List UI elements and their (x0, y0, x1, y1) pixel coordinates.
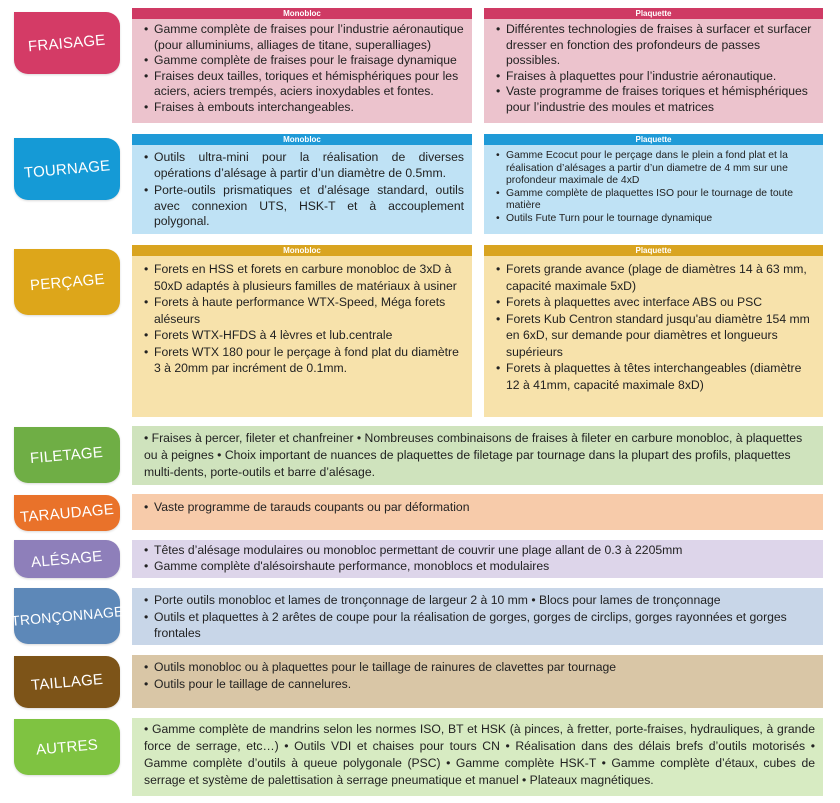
list-item: • Gamme complète d'alésoirshaute performance, monoblocs et modulaires (144, 559, 815, 575)
alesage-list (132, 540, 823, 574)
percage-plaquette-list (484, 256, 823, 393)
list-item: • Fraises deux tailles, toriques et hémisphériques pour les aciers, aciers trempés, aciers inoxydables et fontes. (144, 69, 464, 100)
tag-tronconnage (10, 588, 124, 644)
list-item: • Outils monobloc ou à plaquettes pour le taillage de rainures de clavettes par tournage (144, 659, 815, 676)
autres-text: • Gamme complète de mandrins selon les normes ISO, BT et HSK (à pinces, à fretter, porte-fraises, hydrauliques, à grande force de serrage, etc…) • Outils VDI et chaises pour tours CN • Réalisation dans des délais brefs d’outils motorisés • Gamme complète d’outils à queue polygonale (PSC) • Gamme complète HSK-T • Gamme complète d’étaux, cubes de serrage et système de palettisation à serrage pneumatique et manuel • Plateaux magnétiques. (144, 722, 815, 787)
alesage-panel (132, 540, 823, 578)
tag-autres-label: AUTRES (35, 735, 99, 759)
tag-alesage-label: ALÉSAGE (30, 547, 104, 571)
list-item: • Fraises à plaquettes pour l’industrie aéronautique. (496, 69, 815, 85)
percage-monobloc-list (132, 256, 472, 377)
list-item: • Gamme Ecocut pour le perçage dans le plein a fond plat et la réalisation d’alésages a partir d’un diametre de 4 mm sur une profondeur maximale de 4xD (496, 150, 815, 188)
list-item: • Forets à plaquettes avec interface ABS ou PSC (496, 294, 815, 311)
plaquette-header: Plaquette (484, 134, 823, 145)
percage-monobloc-panel (132, 245, 472, 417)
monobloc-header: Monobloc (132, 134, 472, 145)
filetage-text: • Fraises à percer, fileter et chanfreiner • Nombreuses combinaisons de fraises à fileter en carbure monobloc, à plaquettes ou à peignes • Choix important de nuances de plaquettes de filetage par tournage dans la plupart des profils, plaquettes multi-dents, porte-outils et barre d’alésage. (144, 431, 803, 479)
tag-alesage (14, 540, 120, 578)
tag-taillage-label: TAILLAGE (30, 670, 104, 694)
filetage-panel (132, 426, 823, 485)
tag-fraisage (14, 12, 120, 74)
tag-percage-label: PERÇAGE (29, 270, 105, 294)
list-item: • Porte outils monobloc et lames de tronçonnage de largeur 2 à 10 mm • Blocs pour lames de tronçonnage (144, 592, 815, 609)
list-item: • Gamme complète de fraises pour le fraisage dynamique (144, 53, 464, 69)
tag-tronconnage-label: TRONÇONNAGE (10, 603, 124, 629)
list-item: • Porte-outils prismatiques et d’alésage standard, outils avec connexion UTS, HSK-T et à accouplement polygonal. (144, 183, 464, 230)
fraisage-plaquette-list (484, 19, 823, 115)
tag-percage (14, 249, 120, 315)
list-item: • Différentes technologies de fraises à surfacer et surfacer dresser en fonction des profondeurs de passes possibles. (496, 22, 815, 69)
list-item: • Forets WTX-HFDS à 4 lèvres et lub.centrale (144, 327, 464, 344)
tag-tournage (14, 138, 120, 200)
tag-taillage (14, 656, 120, 708)
tag-filetage-label: FILETAGE (29, 443, 105, 467)
tag-taraudage (14, 495, 120, 531)
tournage-plaquette-panel (484, 134, 823, 234)
list-item: • Gamme complète de fraises pour l’industrie aéronautique (pour alluminiums, alliages de titane, superalliages) (144, 22, 464, 53)
list-item: • Forets à haute performance WTX-Speed, Méga forets aléseurs (144, 294, 464, 327)
list-item: • Gamme complète de plaquettes ISO pour le tournage de toute matière (496, 188, 815, 213)
list-item: • Outils pour le taillage de cannelures. (144, 676, 815, 693)
tag-filetage (14, 427, 120, 483)
list-item: • Outils et plaquettes à 2 arêtes de coupe pour la réalisation de gorges, gorges de circlips, gorges rayonnées et gorges frontales (144, 609, 815, 642)
taillage-list (132, 655, 823, 693)
tronconnage-list (132, 588, 823, 642)
taillage-panel (132, 655, 823, 708)
list-item: • Vaste programme de tarauds coupants ou par déformation (144, 500, 815, 516)
taraudage-list (132, 494, 823, 516)
list-item: • Fraises à embouts interchangeables. (144, 100, 464, 116)
taraudage-panel (132, 494, 823, 530)
plaquette-header: Plaquette (484, 245, 823, 256)
tronconnage-panel (132, 588, 823, 645)
list-item: • Outils Fute Turn pour le tournage dynamique (496, 213, 815, 226)
plaquette-header: Plaquette (484, 8, 823, 19)
monobloc-header: Monobloc (132, 8, 472, 19)
list-item: • Têtes d’alésage modulaires ou monobloc permettant de couvrir une plage allant de 0.3 à 2205mm (144, 543, 815, 559)
tournage-monobloc-panel (132, 134, 472, 234)
tag-taraudage-label: TARAUDAGE (19, 500, 115, 526)
tag-autres (14, 719, 120, 775)
list-item: • Vaste programme de fraises toriques et hémisphériques pour l’industrie des moules et matrices (496, 84, 815, 115)
list-item: • Forets grande avance (plage de diamètres 14 à 63 mm, capacité maximale 5xD) (496, 261, 815, 294)
fraisage-monobloc-panel (132, 8, 472, 123)
fraisage-monobloc-list (132, 19, 472, 115)
percage-plaquette-panel (484, 245, 823, 417)
list-item: • Outils ultra-mini pour la réalisation de diverses opérations d’alésage à partir d’un diamètre de 0.5mm. (144, 150, 464, 181)
tournage-monobloc-list (132, 145, 472, 230)
list-item: • Forets WTX 180 pour le perçage à fond plat du diamètre 3 à 20mm par incrément de 0.1mm. (144, 344, 464, 377)
tournage-plaquette-list (484, 145, 823, 226)
list-item: • Forets Kub Centron standard jusqu'au diamètre 154 mm en 6xD, sur demande pour diamètres et longueurs supérieurs (496, 311, 815, 361)
autres-panel (132, 718, 823, 796)
tag-fraisage-label: FRAISAGE (27, 31, 107, 55)
list-item: • Forets à plaquettes à têtes interchangeables (diamètre 12 à 41mm, capacité maximale 8xD) (496, 360, 815, 393)
monobloc-header: Monobloc (132, 245, 472, 256)
fraisage-plaquette-panel (484, 8, 823, 123)
list-item: • Forets en HSS et forets en carbure monobloc de 3xD à 50xD adaptés à plusieurs familles de matériaux à usiner (144, 261, 464, 294)
tag-tournage-label: TOURNAGE (23, 156, 111, 182)
